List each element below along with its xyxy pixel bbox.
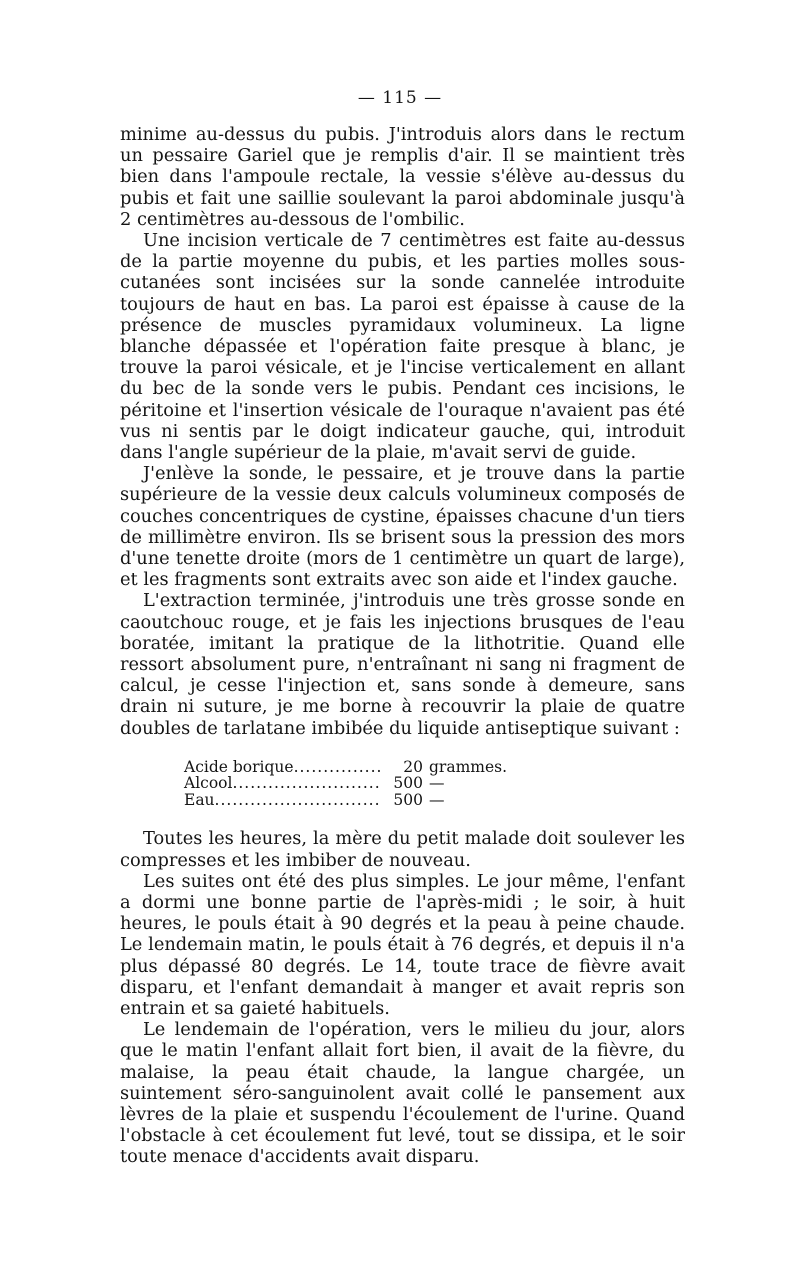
- paragraph: Toutes les heures, la mère du petit malade doit soulever les compresses et les imbiber de nouveau.: [120, 828, 685, 871]
- paragraph: J'enlève la sonde, le pessaire, et je trouve dans la partie supérieure de la vessie deux calculs volumineux composés de couches concentriques de cystine, épaisses chacune d'un tiers de millimètre environ. Ils se brisent sous la pression des mors d'une tenette droite (mors de 1 centimètre un quart de large), et les fragments sont extraits avec son aide et l'index gauche.: [120, 463, 685, 591]
- ingredient-unit: —: [429, 774, 445, 793]
- ingredient-quantity: 20: [403, 757, 423, 776]
- ingredient-quantity: 500: [393, 790, 423, 809]
- recipe-row: [184, 759, 524, 776]
- paragraph: Une incision verticale de 7 centimètres est faite au-dessus de la partie moyenne du pubis, et les parties molles sous-cutanées sont incisées sur la sonde cannelée introduite toujours de haut en bas. La paroi est épaisse à cause de la présence de muscles pyramidaux volumineux. La ligne blanche dépassée et l'opération faite presque à blanc, je trouve la paroi vésicale, et je l'incise verticalement en allant du bec de la sonde vers le pubis. Pendant ces incisions, le péritoine et l'insertion vésicale de l'ouraque n'avaient pas été vus ni sentis par le doigt indicateur gauche, qui, introduit dans l'angle supérieur de la plaie, m'avait servi de guide.: [120, 230, 685, 464]
- leader-dots: [215, 792, 381, 809]
- ingredient-name: Acide borique: [184, 757, 294, 776]
- recipe-row: [184, 775, 524, 792]
- ingredient-quantity: 500: [393, 774, 423, 793]
- page-number: — 115 —: [357, 88, 443, 108]
- body-text: [120, 124, 685, 1168]
- leader-dots: [294, 759, 381, 776]
- leader-dots: [232, 775, 381, 792]
- recipe-table: [184, 759, 524, 809]
- paragraph: Les suites ont été des plus simples. Le jour même, l'enfant a dormi une bonne partie de l'après-midi ; le soir, à huit heures, le pouls était à 90 degrés et la peau à peine chaude. Le lendemain matin, le pouls était à 76 degrés, et depuis il n'a plus dépassé 80 degrés. Le 14, toute trace de fièvre avait disparu, et l'enfant demandait à manger et avait repris son entrain et sa gaieté habituels.: [120, 870, 685, 1020]
- paragraph: Le lendemain de l'opération, vers le milieu du jour, alors que le matin l'enfant allait fort bien, il avait de la fièvre, du malaise, la peau était chaude, la langue chargée, un suintement séro-sanguinolent avait collé le pansement aux lèvres de la plaie et suspendu l'écoulement de l'urine. Quand l'obstacle à cet écoulement fut levé, tout se dissipa, et le soir toute menace d'accidents avait disparu.: [120, 1019, 685, 1168]
- paragraph: L'extraction terminée, j'introduis une très grosse sonde en caoutchouc rouge, et je fais les injections brusques de l'eau boratée, imitant la pratique de la lithotritie. Quand elle ressort absolument pure, n'entraînant ni sang ni fragment de calcul, je cesse l'injection et, sans sonde à demeure, sans drain ni suture, je me borne à recouvrir la plaie de quatre doubles de tarlatane imbibée du liquide antiseptique suivant :: [120, 590, 685, 739]
- paragraph: minime au-dessus du pubis. J'introduis alors dans le rectum un pessaire Gariel que je remplis d'air. Il se maintient très bien dans l'ampoule rectale, la vessie s'élève au-dessus du pubis et fait une saillie soulevant la paroi abdominale jusqu'à 2 centimètres au-dessous de l'ombilic.: [120, 124, 685, 230]
- ingredient-name: Eau: [184, 790, 215, 809]
- ingredient-unit: grammes.: [429, 757, 508, 776]
- ingredient-name: Alcool: [184, 774, 233, 793]
- recipe-row: [184, 792, 524, 809]
- ingredient-unit: —: [429, 790, 445, 809]
